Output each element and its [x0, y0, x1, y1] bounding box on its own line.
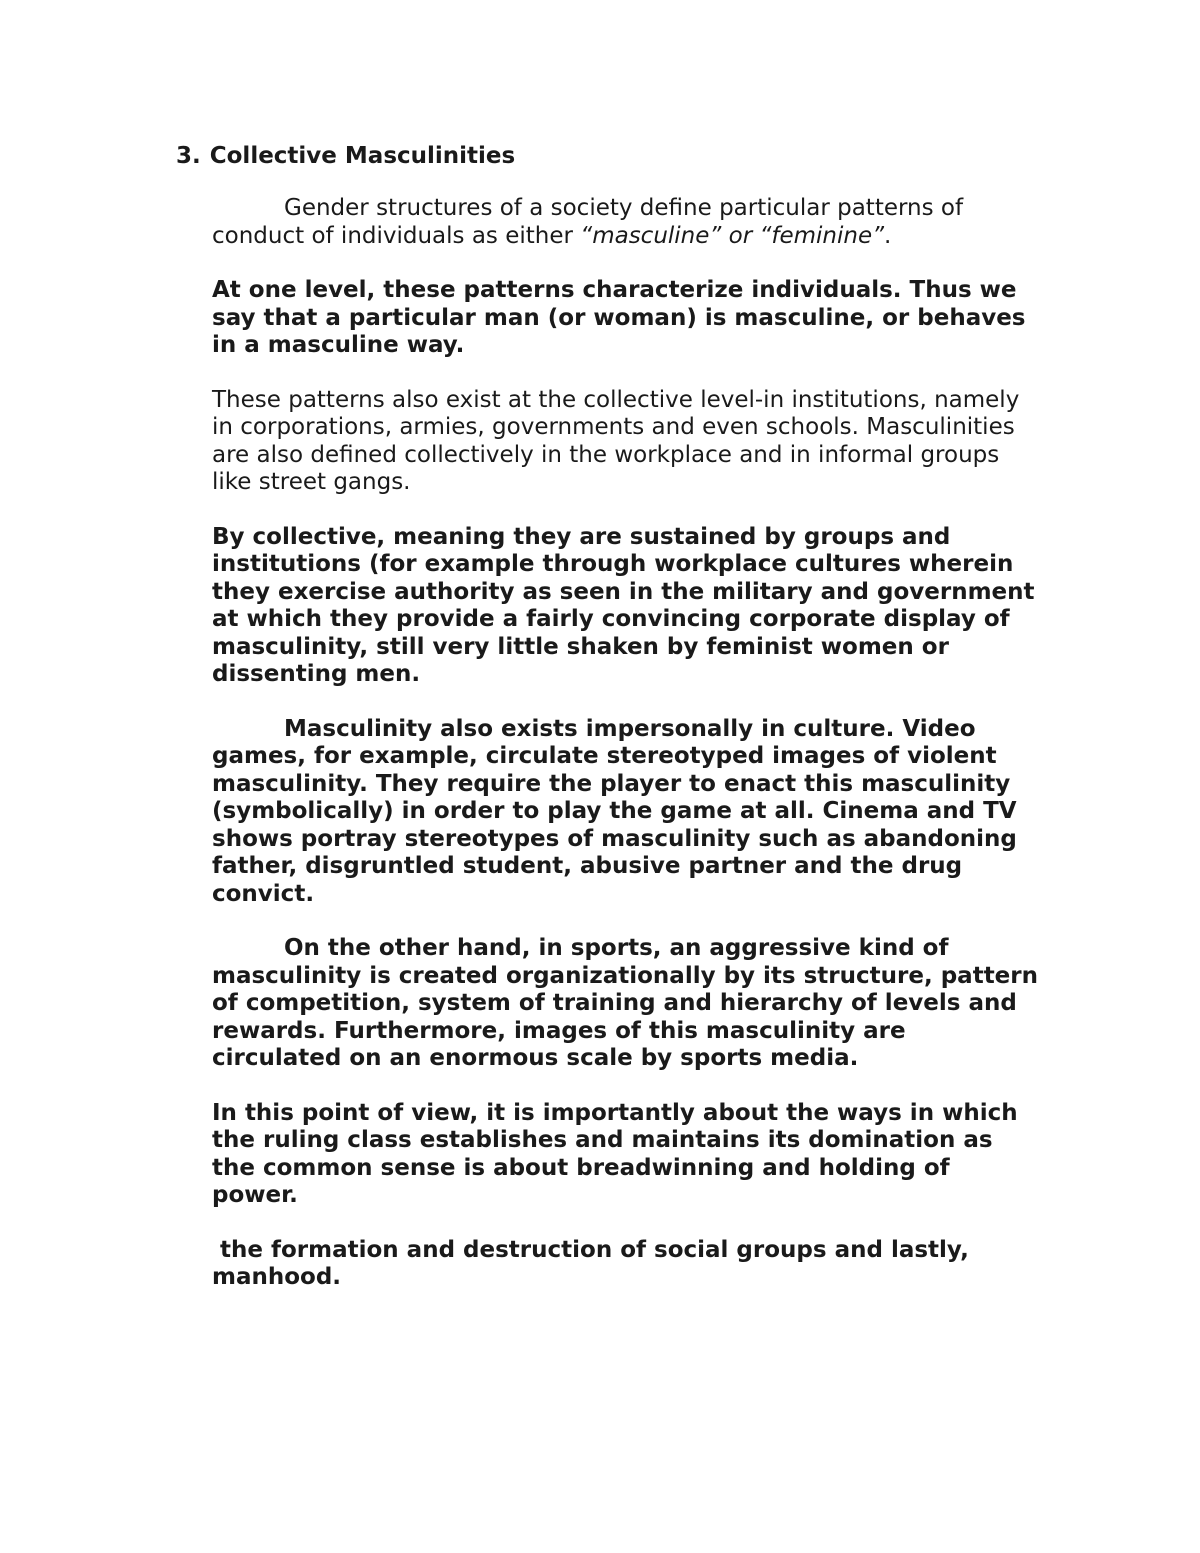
- paragraph-1: [212, 195, 1072, 250]
- paragraph-3: [212, 387, 1072, 497]
- paragraph-7: [212, 1100, 1072, 1210]
- paragraph-line: On the other hand, in sports, an aggressive kind of: [284, 935, 949, 961]
- paragraph-line: circulated on an enormous scale by sports media.: [212, 1045, 859, 1071]
- paragraph-line: in corporations, armies, governments and even schools. Masculinities: [212, 414, 1015, 440]
- text-run: .: [884, 222, 892, 249]
- paragraph-8: [212, 1237, 1072, 1292]
- paragraph-line: By collective, meaning they are sustained by groups and: [212, 523, 951, 550]
- paragraph-line: the ruling class establishes and maintains its domination as: [212, 1127, 993, 1153]
- paragraph-line: institutions (for example through workplace cultures wherein: [212, 551, 1014, 577]
- paragraph-line: at which they provide a fairly convincing corporate display of: [212, 606, 1010, 632]
- paragraph-line: games, for example, circulate stereotyped images of violent: [212, 743, 997, 769]
- paragraph-line: say that a particular man (or woman) is masculine, or behaves: [212, 304, 1026, 331]
- paragraph-line: in a masculine way.: [212, 332, 465, 358]
- paragraph-6: [212, 935, 1072, 1073]
- paragraph-line: In this point of view, it is importantly about the ways in which: [212, 1099, 1018, 1126]
- document-body: [212, 195, 1072, 1319]
- italic-text-run: “masculine” or “feminine”: [580, 222, 885, 249]
- paragraph-line: (symbolically) in order to play the game at all. Cinema and TV: [212, 798, 1017, 824]
- paragraph-line: masculinity. They require the player to enact this masculinity: [212, 770, 1011, 797]
- paragraph-line: masculinity is created organizationally by its structure, pattern: [212, 962, 1039, 989]
- paragraph-4: [212, 524, 1072, 689]
- paragraph-line: Gender structures of a society define particular patterns of: [284, 195, 964, 221]
- paragraph-line: are also defined collectively in the workplace and in informal groups: [212, 441, 1000, 468]
- text-run: conduct of individuals as either: [212, 222, 581, 249]
- paragraph-line: father, disgruntled student, abusive partner and the drug: [212, 853, 963, 879]
- paragraph-line: masculinity, still very little shaken by feminist women or: [212, 633, 949, 660]
- paragraph-5: [212, 716, 1072, 909]
- paragraph-line: These patterns also exist at the collective level-in institutions, namely: [212, 386, 1020, 413]
- paragraph-line: they exercise authority as seen in the military and government: [212, 578, 1035, 605]
- section-heading: [176, 141, 515, 171]
- paragraph-line: shows portray stereotypes of masculinity such as abandoning: [212, 825, 1017, 852]
- paragraph-line: dissenting men.: [212, 661, 421, 687]
- paragraph-line: of competition, system of training and hierarchy of levels and: [212, 990, 1017, 1016]
- paragraph-line: rewards. Furthermore, images of this masculinity are: [212, 1017, 906, 1044]
- paragraph-line: like street gangs.: [212, 469, 411, 495]
- paragraph-line: manhood.: [212, 1264, 342, 1290]
- paragraph-2: [212, 277, 1072, 360]
- paragraph-line: the formation and destruction of social groups and lastly,: [220, 1236, 969, 1263]
- paragraph-line: the common sense is about breadwinning and holding of: [212, 1154, 950, 1181]
- paragraph-line: convict.: [212, 880, 315, 907]
- paragraph-line: At one level, these patterns characterize individuals. Thus we: [212, 277, 1017, 303]
- section-title: Collective Masculinities: [209, 143, 516, 169]
- section-number: 3.: [176, 143, 201, 169]
- paragraph-line: power.: [212, 1182, 298, 1208]
- paragraph-line: [212, 223, 1072, 251]
- paragraph-line: Masculinity also exists impersonally in culture. Video: [284, 715, 976, 742]
